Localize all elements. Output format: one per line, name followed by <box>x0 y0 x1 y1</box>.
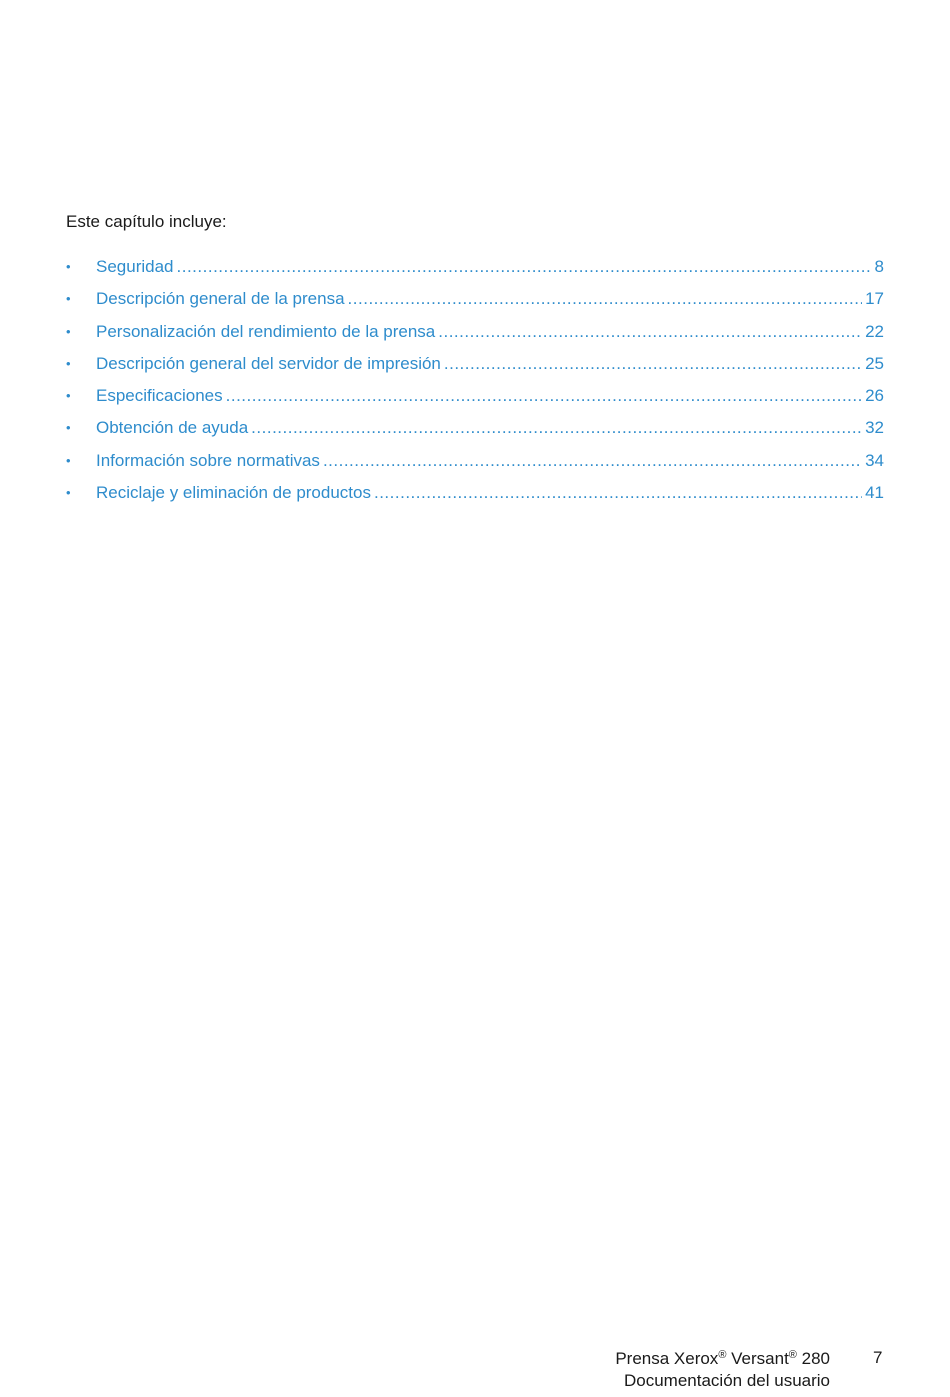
dot-leader <box>226 385 862 407</box>
toc-item-servidor-impresion[interactable] <box>66 353 884 385</box>
toc-item-page: 17 <box>865 289 884 309</box>
toc-item-label: Personalización del rendimiento de la prensa <box>96 321 436 341</box>
toc-item-reciclaje[interactable] <box>66 482 884 514</box>
chapter-intro: Este capítulo incluye: <box>66 212 227 231</box>
registered-mark: ® <box>718 1349 727 1361</box>
toc-item-label: Información sobre normativas <box>96 450 320 470</box>
dot-leader <box>251 417 862 439</box>
toc-item-label: Especificaciones <box>96 386 223 406</box>
toc-item-page: 22 <box>865 321 884 341</box>
bullet-icon: • <box>66 323 71 339</box>
footer-product: Versant <box>726 1349 789 1368</box>
toc-item-label: Reciclaje y eliminación de productos <box>96 483 371 503</box>
bullet-icon: • <box>66 291 71 307</box>
dot-leader <box>444 353 862 375</box>
bullet-icon: • <box>66 420 71 436</box>
toc-item-label: Descripción general del servidor de impresión <box>96 353 441 373</box>
toc-item-seguridad[interactable] <box>66 256 884 288</box>
bullet-icon: • <box>66 452 71 468</box>
toc-item-page: 26 <box>865 386 884 406</box>
bullet-icon: • <box>66 485 71 501</box>
toc-item-page: 34 <box>865 450 884 470</box>
dot-leader <box>348 288 863 310</box>
toc-item-especificaciones[interactable] <box>66 385 884 417</box>
bullet-icon: • <box>66 388 71 404</box>
footer-subtitle: Documentación del usuario <box>623 1371 830 1390</box>
chapter-toc <box>66 256 884 514</box>
dot-leader <box>177 256 872 278</box>
toc-item-normativas[interactable] <box>66 450 884 482</box>
footer-product-line <box>615 1348 830 1370</box>
toc-item-page: 25 <box>865 353 884 373</box>
toc-item-ayuda[interactable] <box>66 417 884 449</box>
toc-item-personalizacion[interactable] <box>66 321 884 353</box>
footer-brand: Prensa Xerox <box>615 1349 719 1368</box>
toc-item-page: 41 <box>865 483 884 503</box>
dot-leader <box>323 450 862 472</box>
dot-leader <box>374 482 862 504</box>
toc-item-page: 8 <box>874 257 884 276</box>
dot-leader <box>438 321 862 343</box>
footer-model: 280 <box>796 1349 830 1368</box>
page-footer <box>615 1348 830 1392</box>
registered-mark: ® <box>788 1349 797 1361</box>
bullet-icon: • <box>66 355 71 371</box>
page-number: 7 <box>873 1348 883 1367</box>
bullet-icon: • <box>66 259 71 274</box>
toc-item-page: 32 <box>865 418 884 438</box>
toc-item-label: Seguridad <box>96 257 174 276</box>
toc-item-label: Descripción general de la prensa <box>96 289 345 309</box>
toc-item-descripcion-prensa[interactable] <box>66 288 884 320</box>
toc-item-label: Obtención de ayuda <box>96 418 249 438</box>
